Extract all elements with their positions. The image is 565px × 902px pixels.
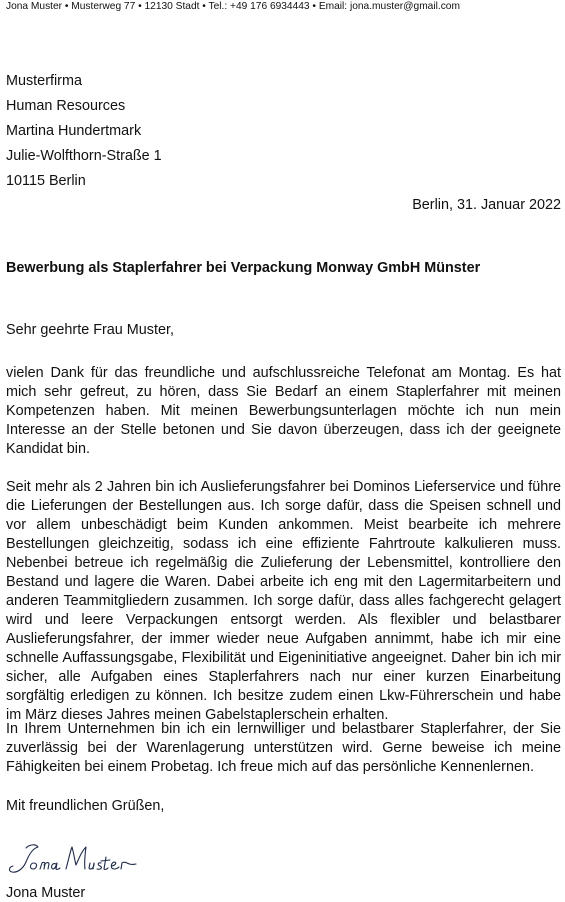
recipient-company: Musterfirma xyxy=(6,73,82,89)
recipient-contact-name: Martina Hundertmark xyxy=(6,123,142,139)
salutation: Sehr geehrte Frau Muster, xyxy=(6,322,174,338)
signer-name: Jona Muster xyxy=(6,885,86,901)
letter-subject: Bewerbung als Staplerfahrer bei Verpackung Monway GmbH Münster xyxy=(6,260,481,276)
sender-address-line: Jona Muster • Musterweg 77 • 12130 Stadt • Tel.: +49 176 6934443 • Email: jona.muster@gmail.com xyxy=(6,1,460,12)
closing-phrase: Mit freundlichen Grüßen, xyxy=(6,798,165,814)
body-paragraph: vielen Dank für das freundliche und aufschlussreiche Telefonat am Montag. Es hat mich sehr gefreut, zu hören, dass Sie Bedarf an einem Staplerfahrer mit meinen Kompetenzen haben. Mit meinen Bewerbungsunterlagen möchte ich nun mein Interesse an der Stelle betonen und Sie davon überzeugen, dass ich der geeignete Kandidat bin. xyxy=(6,365,561,457)
recipient-city: 10115 Berlin xyxy=(6,173,86,189)
recipient-street: Julie-Wolfthorn-Straße 1 xyxy=(6,148,162,164)
body-paragraph: In Ihrem Unternehmen bin ich ein lernwilliger und belastbarer Staplerfahrer, der Sie zuverlässig bei der Warenlagerung unterstützen wird. Gerne beweise ich meine Fähigkeiten bei einem Probetag. Ich freue mich auf das persönliche Kennenlernen. xyxy=(6,721,561,775)
letter-date: Berlin, 31. Januar 2022 xyxy=(412,197,561,213)
recipient-department: Human Resources xyxy=(6,98,126,114)
handwritten-signature xyxy=(4,838,144,882)
recipient-address xyxy=(6,69,162,194)
body-paragraph: Seit mehr als 2 Jahren bin ich Auslieferungsfahrer bei Dominos Lieferservice und führe die Lieferungen der Bestellungen aus. Ich sorge dafür, dass die Speisen schnell und vor allem unbeschädigt beim Kunden ankommen. Meist bearbeite ich mehrere Bestellungen gleichzeitig, sodass ich eine effiziente Fahrtroute kalkulieren muss. Nebenbei betreue ich regelmäßig die Zulieferung der Lebensmittel, kontrolliere den Bestand und lagere die Waren. Dabei arbeite ich eng mit den Lagermitarbeitern und anderen Teammitgliedern zusammen. Ich sorge dafür, dass alles fachgerecht gelagert wird und leere Verpackungen entsorgt werden. Als flexibler und belastbarer Auslieferungsfahrer, der immer wieder neue Aufgaben annimmt, habe ich mir eine schnelle Auffassungsgabe, Flexibilität und Eigeninitiative angeeignet. Daher bin ich mir sicher, alle Aufgaben eines Staplerfahrers nach nur einer kurzen Einarbeitung sorgfältig erledigen zu können. Ich besitze zudem einen Lkw-Führerschein und habe im März dieses Jahres meinen Gabelstaplerschein erhalten. xyxy=(6,479,561,723)
